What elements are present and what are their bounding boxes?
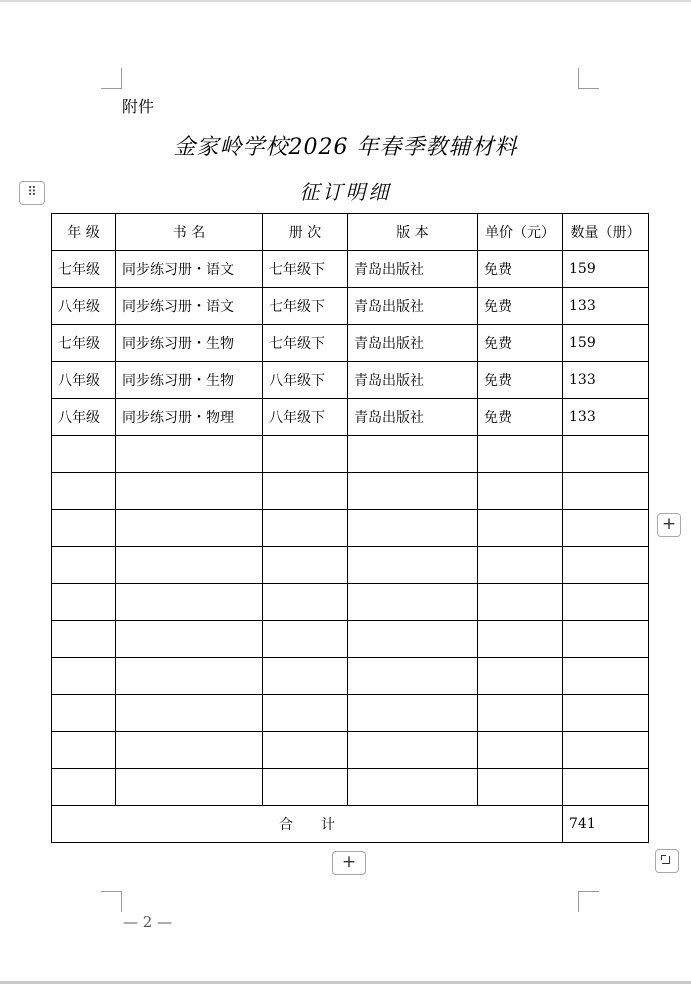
cell-book-name[interactable] <box>116 769 263 806</box>
crop-mark-top-right <box>578 68 599 89</box>
cell-unit-price[interactable]: 免费 <box>478 288 563 325</box>
cell-edition[interactable] <box>348 436 478 473</box>
cell-edition[interactable]: 青岛出版社 <box>348 325 478 362</box>
cell-volume[interactable] <box>263 436 348 473</box>
cell-volume[interactable] <box>263 732 348 769</box>
cell-unit-price[interactable]: 免费 <box>478 399 563 436</box>
table-row <box>52 362 649 399</box>
table-header-row <box>52 214 649 251</box>
cell-volume[interactable]: 八年级下 <box>263 362 348 399</box>
attachment-label: 附件 <box>122 97 155 116</box>
cell-quantity[interactable] <box>563 584 649 621</box>
cell-quantity[interactable]: 133 <box>563 362 649 399</box>
cell-edition[interactable] <box>348 732 478 769</box>
cell-quantity[interactable] <box>563 769 649 806</box>
table-row <box>52 510 649 547</box>
table-row <box>52 695 649 732</box>
table-row <box>52 769 649 806</box>
document-subtitle: 征订明细 <box>299 180 392 204</box>
cell-book-name[interactable] <box>116 547 263 584</box>
cell-book-name[interactable] <box>116 621 263 658</box>
table-row <box>52 399 649 436</box>
cell-quantity[interactable]: 133 <box>563 288 649 325</box>
cell-volume[interactable] <box>263 658 348 695</box>
order-table <box>51 213 649 843</box>
cell-edition[interactable] <box>348 584 478 621</box>
bottom-border <box>0 981 691 984</box>
cell-volume[interactable]: 七年级下 <box>263 251 348 288</box>
cell-volume[interactable] <box>263 473 348 510</box>
cell-volume[interactable]: 八年级下 <box>263 399 348 436</box>
page-number: — 2 — <box>123 913 173 931</box>
header-volume[interactable]: 册 次 <box>263 214 348 251</box>
cell-unit-price[interactable] <box>478 769 563 806</box>
cell-quantity[interactable] <box>563 732 649 769</box>
cell-grade[interactable] <box>52 584 116 621</box>
add-column-button[interactable]: + <box>657 513 681 537</box>
header-grade[interactable]: 年 级 <box>52 214 116 251</box>
total-label[interactable]: 合 计 <box>52 806 563 843</box>
cell-unit-price[interactable]: 免费 <box>478 362 563 399</box>
cell-grade[interactable] <box>52 510 116 547</box>
cell-quantity[interactable]: 133 <box>563 399 649 436</box>
cell-quantity[interactable]: 159 <box>563 251 649 288</box>
cell-unit-price[interactable] <box>478 473 563 510</box>
cell-volume[interactable] <box>263 584 348 621</box>
header-edition[interactable]: 版 本 <box>348 214 478 251</box>
cell-unit-price[interactable] <box>478 510 563 547</box>
document-title: 金家岭学校2026 年春季教辅材料 <box>173 135 518 160</box>
cell-book-name[interactable] <box>116 695 263 732</box>
crop-mark-bottom-left <box>101 891 122 912</box>
cell-edition[interactable]: 青岛出版社 <box>348 362 478 399</box>
cell-book-name[interactable]: 同步练习册・语文 <box>116 288 263 325</box>
cell-quantity[interactable] <box>563 695 649 732</box>
cell-book-name[interactable] <box>116 658 263 695</box>
table-row <box>52 621 649 658</box>
cell-grade[interactable] <box>52 695 116 732</box>
cell-grade[interactable] <box>52 769 116 806</box>
cell-unit-price[interactable] <box>478 732 563 769</box>
cell-volume[interactable] <box>263 547 348 584</box>
table-row <box>52 658 649 695</box>
total-value[interactable]: 741 <box>563 806 649 843</box>
cell-quantity[interactable] <box>563 658 649 695</box>
cell-grade[interactable]: 七年级 <box>52 251 116 288</box>
cell-unit-price[interactable]: 免费 <box>478 325 563 362</box>
header-book-name[interactable]: 书 名 <box>116 214 263 251</box>
cell-grade[interactable]: 八年级 <box>52 399 116 436</box>
table-resize-icon[interactable] <box>655 849 679 873</box>
cell-unit-price[interactable] <box>478 658 563 695</box>
cell-book-name[interactable] <box>116 436 263 473</box>
cell-edition[interactable] <box>348 695 478 732</box>
cell-volume[interactable]: 七年级下 <box>263 325 348 362</box>
cell-unit-price[interactable]: 免费 <box>478 251 563 288</box>
table-move-handle-icon[interactable]: ⠿ <box>19 181 45 205</box>
cell-book-name[interactable] <box>116 584 263 621</box>
cell-grade[interactable] <box>52 473 116 510</box>
cell-book-name[interactable] <box>116 473 263 510</box>
top-border <box>0 0 691 2</box>
cell-unit-price[interactable] <box>478 436 563 473</box>
cell-book-name[interactable] <box>116 732 263 769</box>
cell-grade[interactable] <box>52 621 116 658</box>
table-row <box>52 325 649 362</box>
add-row-button[interactable]: + <box>332 851 366 875</box>
table-row <box>52 251 649 288</box>
cell-grade[interactable]: 八年级 <box>52 362 116 399</box>
cell-unit-price[interactable] <box>478 547 563 584</box>
cell-quantity[interactable] <box>563 510 649 547</box>
crop-mark-top-left <box>101 68 122 89</box>
cell-quantity[interactable] <box>563 621 649 658</box>
cell-unit-price[interactable] <box>478 695 563 732</box>
cell-quantity[interactable] <box>563 436 649 473</box>
cell-edition[interactable]: 青岛出版社 <box>348 288 478 325</box>
cell-grade[interactable] <box>52 547 116 584</box>
cell-volume[interactable] <box>263 695 348 732</box>
cell-edition[interactable] <box>348 547 478 584</box>
cell-book-name[interactable] <box>116 510 263 547</box>
cell-quantity[interactable] <box>563 547 649 584</box>
cell-volume[interactable] <box>263 769 348 806</box>
cell-grade[interactable] <box>52 732 116 769</box>
cell-edition[interactable] <box>348 658 478 695</box>
cell-edition[interactable] <box>348 769 478 806</box>
cell-grade[interactable] <box>52 658 116 695</box>
table-row <box>52 436 649 473</box>
table-row <box>52 584 649 621</box>
cell-quantity[interactable]: 159 <box>563 325 649 362</box>
cell-edition[interactable] <box>348 473 478 510</box>
cell-book-name[interactable]: 同步练习册・语文 <box>116 251 263 288</box>
total-row <box>52 806 649 843</box>
table-row <box>52 547 649 584</box>
cell-volume[interactable]: 七年级下 <box>263 288 348 325</box>
cell-edition[interactable] <box>348 510 478 547</box>
table-row <box>52 732 649 769</box>
cell-volume[interactable] <box>263 510 348 547</box>
cell-volume[interactable] <box>263 621 348 658</box>
header-quantity[interactable]: 数量（册） <box>563 214 649 251</box>
header-unit-price[interactable]: 单价（元） <box>478 214 563 251</box>
cell-book-name[interactable]: 同步练习册・生物 <box>116 362 263 399</box>
cell-quantity[interactable] <box>563 473 649 510</box>
table-row <box>52 288 649 325</box>
cell-book-name[interactable]: 同步练习册・物理 <box>116 399 263 436</box>
cell-grade[interactable] <box>52 436 116 473</box>
cell-edition[interactable]: 青岛出版社 <box>348 251 478 288</box>
crop-mark-bottom-right <box>578 891 599 912</box>
cell-unit-price[interactable] <box>478 584 563 621</box>
cell-grade[interactable]: 七年级 <box>52 325 116 362</box>
cell-unit-price[interactable] <box>478 621 563 658</box>
cell-edition[interactable]: 青岛出版社 <box>348 399 478 436</box>
cell-book-name[interactable]: 同步练习册・生物 <box>116 325 263 362</box>
cell-grade[interactable]: 八年级 <box>52 288 116 325</box>
table-row <box>52 473 649 510</box>
cell-edition[interactable] <box>348 621 478 658</box>
